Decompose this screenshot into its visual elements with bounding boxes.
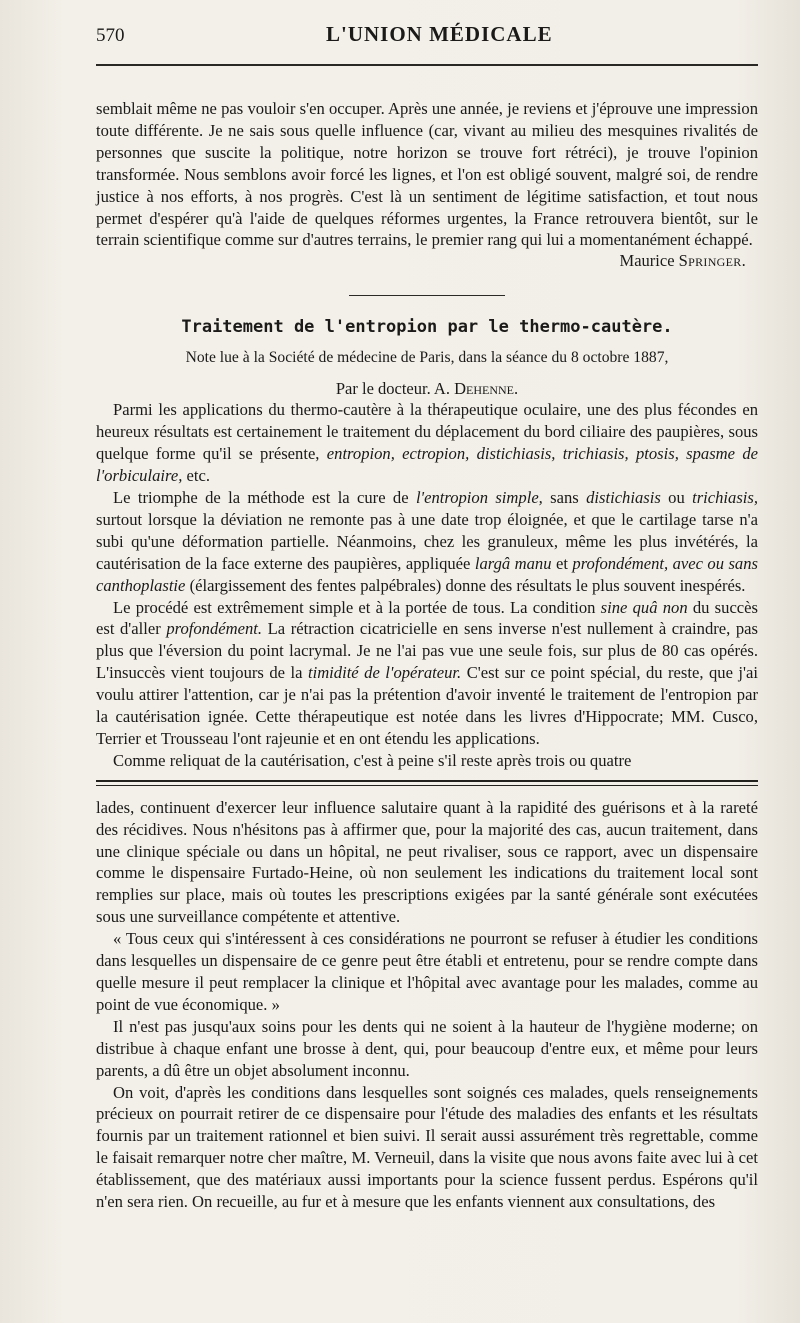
lower-paragraph-4: On voit, d'après les conditions dans lesquelles sont soignés ces malades, quels renseignements précieux on pourrait retirer de ce dispensaire pour l'étude des maladies des enfants et les résultats fournis par un traitement rationnel et bien suivi. Il serait aussi assurément très regrettable, comme le faisait remarquer notre cher maître, M. Verneuil, dans la visite que nous avons faite avec lui à cet établissement, que des matériaux aussi importants pour la science fussent perdus. Espérons qu'il n'en sera rien. On recueille, au fur et à mesure que les enfants viennent aux consultations, des [96, 1082, 758, 1212]
article-paragraph-1 [96, 399, 758, 487]
text-span: ou [660, 487, 693, 507]
lower-paragraph-1: lades, continuent d'exercer leur influence salutaire quant à la rapidité des guérisons et à la rareté des récidives. Nous n'hésitons pas à affirmer que, pour la majorité des cas, aucun traitement, dans une clinique spéciale ou dans un hôpital, ne peut rivaliser, sous ce rapport, avec un dispensaire comme le dispensaire Furtado-Heine, où non seulement les indications du traitement local sont remplies sur place, mais où toutes les prescriptions exigées par la santé générale sont exécutées sous une surveillance compétente et attentive. [96, 797, 758, 927]
separator-rule [349, 295, 505, 296]
page-number: 570 [96, 25, 125, 46]
italic-span: profondément. [166, 619, 263, 639]
italic-span: sine quâ non [600, 597, 688, 617]
author-signature [96, 251, 746, 271]
italic-span: l'entropion simple, [415, 487, 543, 507]
text-span: C'est sur ce point spécial, du reste, que j'ai voulu attirer l'attention, car je n'ai pas la prétention d'avoir inventé le traitement de l'entropion par la cautérisation ignée. Cette thérapeutique est notée dans les livres d'Hippocrate; MM. Cusco, Terrier et Trousseau l'ont rajeunie et en ont étendu les applications. [96, 663, 758, 748]
text-span: surtout lorsque la déviation ne remonte pas à une date trop éloignée, et que le cartilage tarse n'a subi qu'une déformation partielle. Néanmoins, chez les granuleux, même les plus invétérés, la cautérisation de la face externe des paupières, appliquée [96, 509, 758, 573]
italic-span: entropion, ectropion, distichiasis, trichiasis, ptosis, spasme de l'orbiculaire, [96, 444, 758, 486]
lower-paragraph-3: Il n'est pas jusqu'aux soins pour les dents qui ne soient à la hauteur de l'hygiène moderne; on distribue à chaque enfant une brosse à dent, qui, pour beaucoup d'entre eux, et même pour leurs parents, a dû être un objet absolument inconnu. [96, 1016, 758, 1080]
article-author [96, 379, 758, 399]
text-span: Le triomphe de la méthode est la cure de [113, 487, 416, 507]
lower-paragraph-2: « Tous ceux qui s'intéressent à ces considérations ne pourront se refuser à étudier les conditions dans lesquelles un dispensaire de ce genre peut être établi et entretenu, pour se rendre compte dans quelle mesure il peut remplacer la clinique et l'hôpital avec avantage pour les malades, comme au point de vue économique. » [96, 929, 758, 1014]
text-span: Parmi les applications du thermo-cautère à la thérapeutique oculaire, une des plus fécondes en heureux résultats est certainement le traitement du déplacement du bord ciliaire des paupières, sous quelque forme qu'il se présente, [96, 400, 758, 464]
italic-span: trichiasis, [692, 487, 759, 507]
text-span: et [551, 553, 573, 573]
text-span: du succès est d'aller [96, 597, 758, 639]
author-name: Dehenne. [454, 379, 519, 399]
text-span: etc. [182, 466, 210, 486]
article-title: Traitement de l'entropion par le thermo-cautère. [181, 317, 673, 338]
signature-last-name: Springer. [678, 251, 746, 271]
article-paragraph-4: Comme reliquat de la cautérisation, c'est à peine s'il reste après trois ou quatre [113, 750, 632, 770]
article-paragraph-2 [96, 487, 758, 597]
text-span: Le procédé est extrêmement simple et à la portée de tous. La condition [113, 597, 601, 617]
text-span: La rétraction cicatricielle en sens inverse n'est nullement à craindre, pas plus que l'éversion du point lacrymal. Je ne l'ai pas vue une seule fois, sur plus de 80 cas opérés. L'insuccès vient toujours de la [96, 619, 758, 683]
author-prefix: Par le docteur. A. [335, 379, 455, 399]
section-divider [96, 780, 758, 786]
journal-title: L'UNION MÉDICALE [326, 22, 553, 46]
italic-span: timidité de l'opérateur. [307, 663, 462, 683]
italic-span: distichiasis [586, 487, 661, 507]
article-paragraph-3 [96, 597, 758, 750]
closing-paragraph: semblait même ne pas vouloir s'en occuper. Après une année, je reviens et j'éprouve une impression toute différente. Je ne sais sous quelle influence (car, vivant au milieu des mesquines rivalités de personnes que suscite la politique, notre horizon se trouve fort rétréci), je trouve l'opinion transformée. Nous semblons avoir forcé les lignes, et l'on est obligé souvent, malgré soi, de rendre justice à nos efforts, à nos progrès. C'est là un sentiment de légitime satisfaction, et tout nous permet d'espérer qu'à l'aide de quelques réformes urgentes, la France retrouvera bientôt, sur le terrain scientifique comme sur d'autres terrains, le premier rang qui lui a momentanément échappé. [96, 99, 758, 250]
signature-first-name: Maurice [619, 251, 679, 271]
italic-span: profondément, avec ou sans canthoplastie [96, 553, 758, 595]
text-span: (élargissement des fentes palpébrales) donne des résultats le plus souvent inespérés. [185, 575, 746, 595]
article-note: Note lue à la Société de médecine de Paris, dans la séance du 8 octobre 1887, [185, 349, 669, 367]
text-span: sans [542, 487, 587, 507]
page-header [96, 22, 758, 66]
italic-span: largâ manu [474, 553, 552, 573]
